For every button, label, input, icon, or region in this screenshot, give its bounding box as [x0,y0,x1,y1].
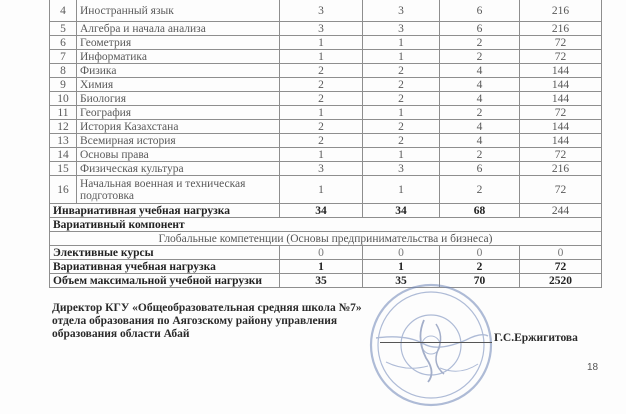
variative-grade-10: 1 [280,260,363,274]
row-number: 15 [50,162,77,176]
hours-grade-11: 2 [363,134,440,148]
hours-total: 6 [440,0,520,22]
school-seal-stamp-icon [366,280,496,410]
hours-total: 2 [440,176,520,204]
hours-annual: 144 [520,120,602,134]
hours-annual: 144 [520,92,602,106]
subject-name: Биология [77,92,280,106]
hours-annual: 72 [520,176,602,204]
invariant-grade-11: 34 [363,204,440,218]
electives-row [50,246,602,260]
max-load-row [50,274,602,288]
hours-annual: 72 [520,36,602,50]
variative-grade-11: 1 [363,260,440,274]
subject-name: Основы права [77,148,280,162]
hours-grade-11: 1 [363,50,440,64]
hours-total: 2 [440,36,520,50]
hours-grade-10: 1 [280,176,363,204]
row-number: 9 [50,78,77,92]
invariant-load-label: Инвариативная учебная нагрузка [50,204,280,218]
row-number: 14 [50,148,77,162]
hours-grade-11: 2 [363,120,440,134]
row-number: 10 [50,92,77,106]
subject-name: Физика [77,64,280,78]
table-row [50,78,602,92]
hours-grade-10: 1 [280,148,363,162]
hours-grade-11: 1 [363,176,440,204]
table-row [50,50,602,64]
invariant-hours: 244 [520,204,602,218]
table-row [50,92,602,106]
row-number: 7 [50,50,77,64]
table-row [50,148,602,162]
invariant-load-row [50,204,602,218]
signature-line-3: образования области Абай [52,328,190,340]
curriculum-table [49,0,602,288]
subject-name: География [77,106,280,120]
hours-total: 4 [440,120,520,134]
hours-total: 4 [440,64,520,78]
hours-annual: 216 [520,0,602,22]
hours-total: 4 [440,92,520,106]
variative-hours: 72 [520,260,602,274]
electives-grade-11: 0 [363,246,440,260]
hours-annual: 72 [520,148,602,162]
hours-grade-11: 2 [363,78,440,92]
subject-name: Алгебра и начала анализа [77,22,280,36]
hours-grade-10: 1 [280,106,363,120]
row-number: 13 [50,134,77,148]
hours-grade-10: 2 [280,64,363,78]
row-number: 11 [50,106,77,120]
hours-grade-11: 2 [363,92,440,106]
row-number: 4 [50,0,77,22]
max-load-hours: 2520 [520,274,602,288]
invariant-grade-10: 34 [280,204,363,218]
row-number: 5 [50,22,77,36]
hours-grade-11: 1 [363,36,440,50]
row-number: 8 [50,64,77,78]
global-competencies-label: Глобальные компетенции (Основы предпринимательства и бизнеса) [50,232,602,246]
electives-grade-10: 0 [280,246,363,260]
hours-annual: 144 [520,134,602,148]
subject-name: Всемирная история [77,134,280,148]
invariant-total: 68 [440,204,520,218]
page-number: 18 [587,362,599,373]
row-number: 16 [50,176,77,204]
table-row [50,22,602,36]
hours-grade-11: 2 [363,64,440,78]
signer-name: Г.С.Ержигитова [494,332,578,344]
hours-annual: 72 [520,106,602,120]
signature-line-2: отдела образования по Аягозскому району управления [52,315,338,327]
variative-component-row [50,218,602,232]
hours-grade-11: 1 [363,106,440,120]
hours-grade-10: 1 [280,36,363,50]
hours-annual: 72 [520,50,602,64]
hours-total: 2 [440,106,520,120]
signature-underline [380,342,492,343]
hours-total: 4 [440,134,520,148]
subject-rows [50,0,602,288]
max-load-label: Объем максимальной учебной нагрузки [50,274,280,288]
hours-grade-10: 1 [280,50,363,64]
max-load-grade-11: 35 [363,274,440,288]
table-row [50,0,602,22]
hours-total: 4 [440,78,520,92]
electives-total: 0 [440,246,520,260]
variative-component-heading: Вариативный компонент [50,218,602,232]
table-row [50,106,602,120]
signature-line-1: Директор КГУ «Общеобразовательная средняя школа №7» [52,302,362,314]
global-competencies-row [50,232,602,246]
hours-annual: 144 [520,64,602,78]
hours-total: 2 [440,50,520,64]
hours-total: 6 [440,162,520,176]
hours-grade-10: 3 [280,162,363,176]
table-row [50,120,602,134]
table-row [50,36,602,50]
row-number: 6 [50,36,77,50]
max-load-total: 70 [440,274,520,288]
subject-name: Геометрия [77,36,280,50]
subject-name: Иностранный язык [77,0,280,22]
electives-hours: 0 [520,246,602,260]
hours-grade-10: 2 [280,78,363,92]
electives-label: Элективные курсы [50,246,280,260]
max-load-grade-10: 35 [280,274,363,288]
variative-load-label: Вариативная учебная нагрузка [50,260,280,274]
table-row [50,64,602,78]
subject-name: История Казахстана [77,120,280,134]
table-row [50,176,602,204]
table-row [50,162,602,176]
variative-load-row [50,260,602,274]
hours-total: 6 [440,22,520,36]
hours-grade-10: 2 [280,120,363,134]
variative-total: 2 [440,260,520,274]
hours-grade-10: 3 [280,22,363,36]
director-signature-block [52,302,362,341]
hours-annual: 216 [520,22,602,36]
hours-annual: 144 [520,78,602,92]
subject-name: Информатика [77,50,280,64]
table-row [50,134,602,148]
hours-total: 2 [440,148,520,162]
hours-annual: 216 [520,162,602,176]
subject-name: Химия [77,78,280,92]
hours-grade-10: 2 [280,92,363,106]
hours-grade-11: 3 [363,22,440,36]
subject-name: Начальная военная и техническая подготовка [77,176,280,204]
hours-grade-10: 3 [280,0,363,22]
hours-grade-11: 3 [363,162,440,176]
subject-name: Физическая культура [77,162,280,176]
row-number: 12 [50,120,77,134]
hours-grade-10: 2 [280,134,363,148]
hours-grade-11: 3 [363,0,440,22]
hours-grade-11: 1 [363,148,440,162]
